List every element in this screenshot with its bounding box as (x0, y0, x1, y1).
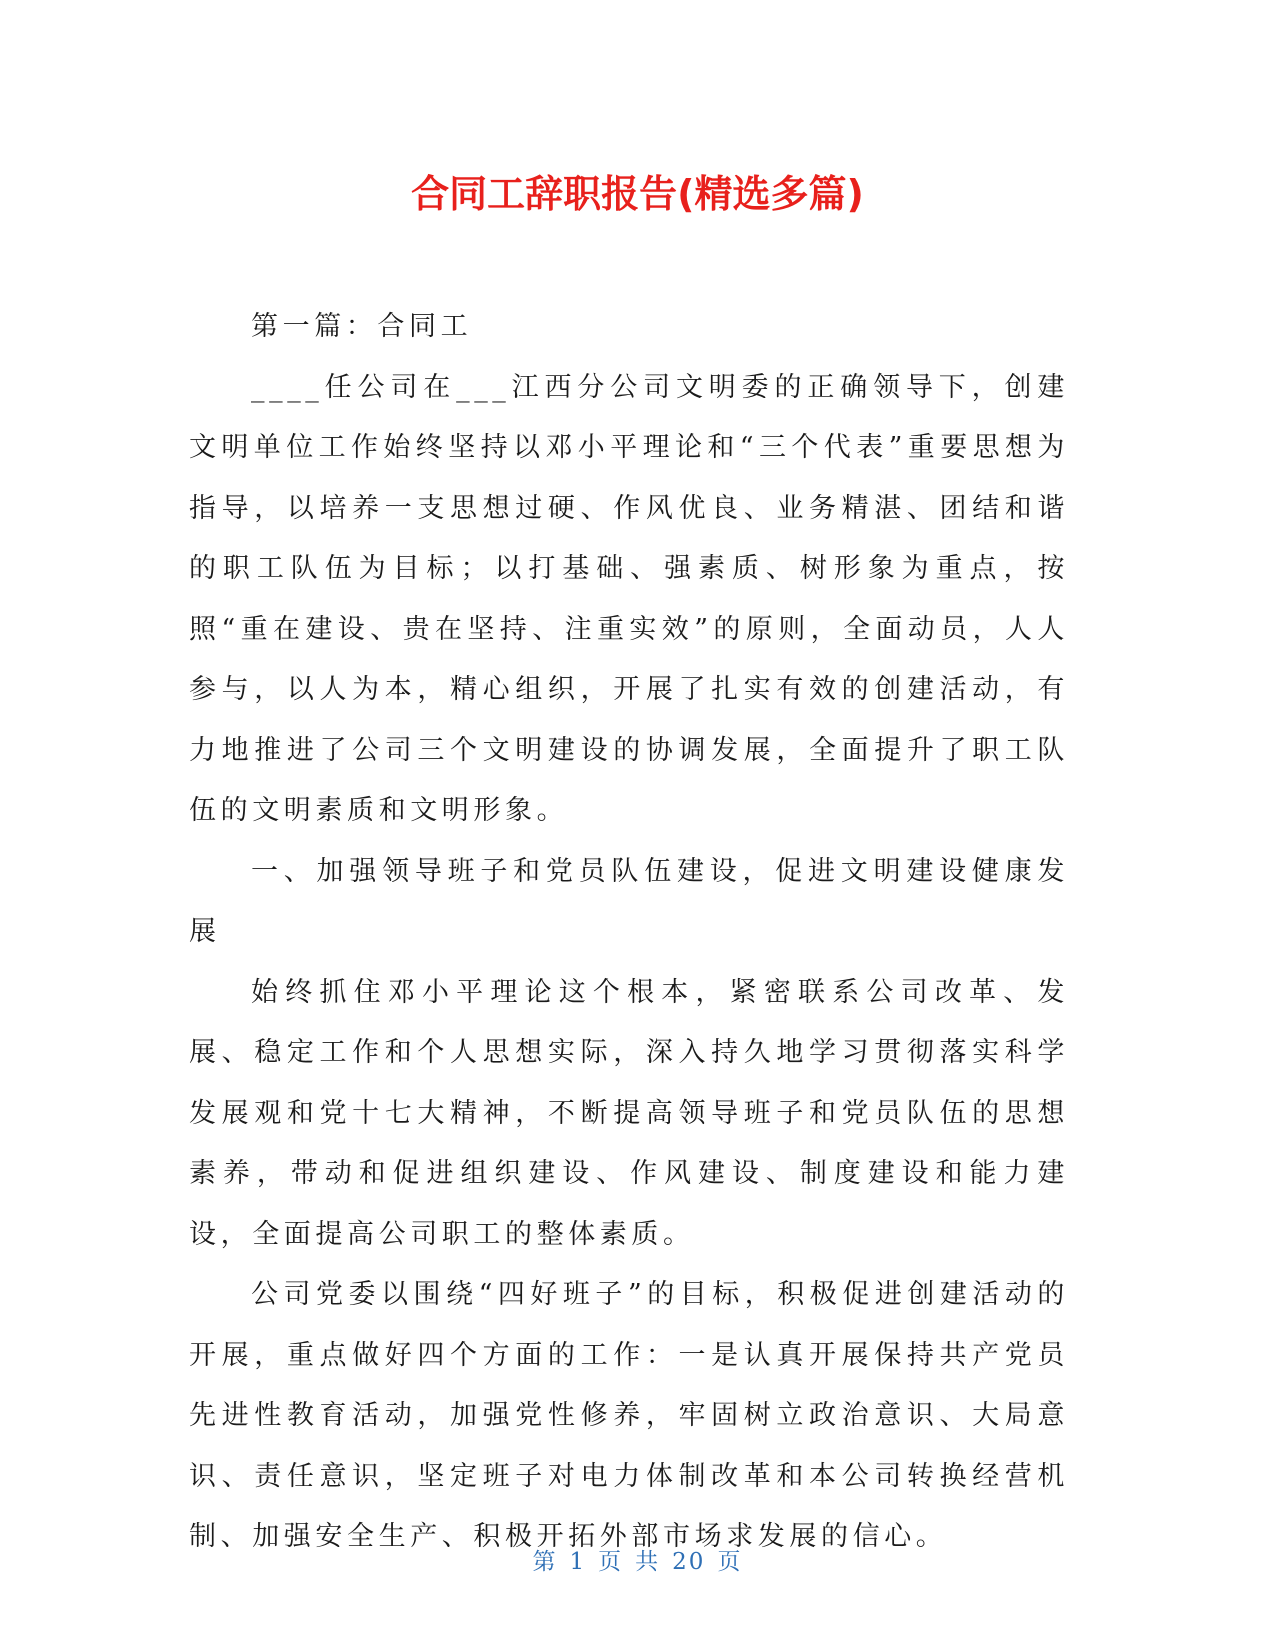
section-heading: 第一篇：合同工 (251, 311, 473, 342)
body-paragraph: ____任公司在___江西分公司文明委的正确领导下，创建文明单位工作始终坚持以邓小平理论和“三个代表”重要思想为指导，以培养一支思想过硬、作风优良、业务精湛、团结和谐的职工队伍为目标；以打基础、强素质、树形象为重点，按照“重在建设、贵在坚持、注重实效”的原则，全面动员，人人参与，以人为本，精心组织，开展了扎实有效的创建活动，有力地推进了公司三个文明建设的协调发展，全面提升了职工队伍的文明素质和文明形象。 (189, 371, 1069, 826)
document-body (189, 297, 1069, 1568)
page-number-footer (0, 1543, 1275, 1576)
footer-suffix: 页 (717, 1549, 743, 1575)
footer-mid: 页 (598, 1549, 624, 1575)
body-paragraph: 始终抓住邓小平理论这个根本，紧密联系公司改革、发展、稳定工作和个人思想实际，深入持久地学习贯彻落实科学发展观和党十七大精神，不断提高领导班子和党员队伍的思想素养，带动和促进组织建设、作风建设、制度建设和能力建设，全面提高公司职工的整体素质。 (189, 976, 1069, 1250)
current-page-number: 1 (569, 1549, 587, 1575)
footer-total-prefix: 共 (635, 1549, 661, 1575)
subsection-heading: 一、加强领导班子和党员队伍建设，促进文明建设健康发展 (189, 855, 1069, 947)
document-title: 合同工辞职报告(精选多篇) (411, 172, 864, 216)
body-paragraph: 公司党委以围绕“四好班子”的目标，积极促进创建活动的开展，重点做好四个方面的工作：一是认真开展保持共产党员先进性教育活动，加强党性修养，牢固树立政治意识、大局意识、责任意识，坚定班子对电力体制改革和本公司转换经营机制、加强安全生产、积极开拓外部市场求发展的信心。 (189, 1279, 1069, 1552)
footer-prefix: 第 (532, 1549, 558, 1575)
total-page-count: 20 (672, 1549, 706, 1575)
